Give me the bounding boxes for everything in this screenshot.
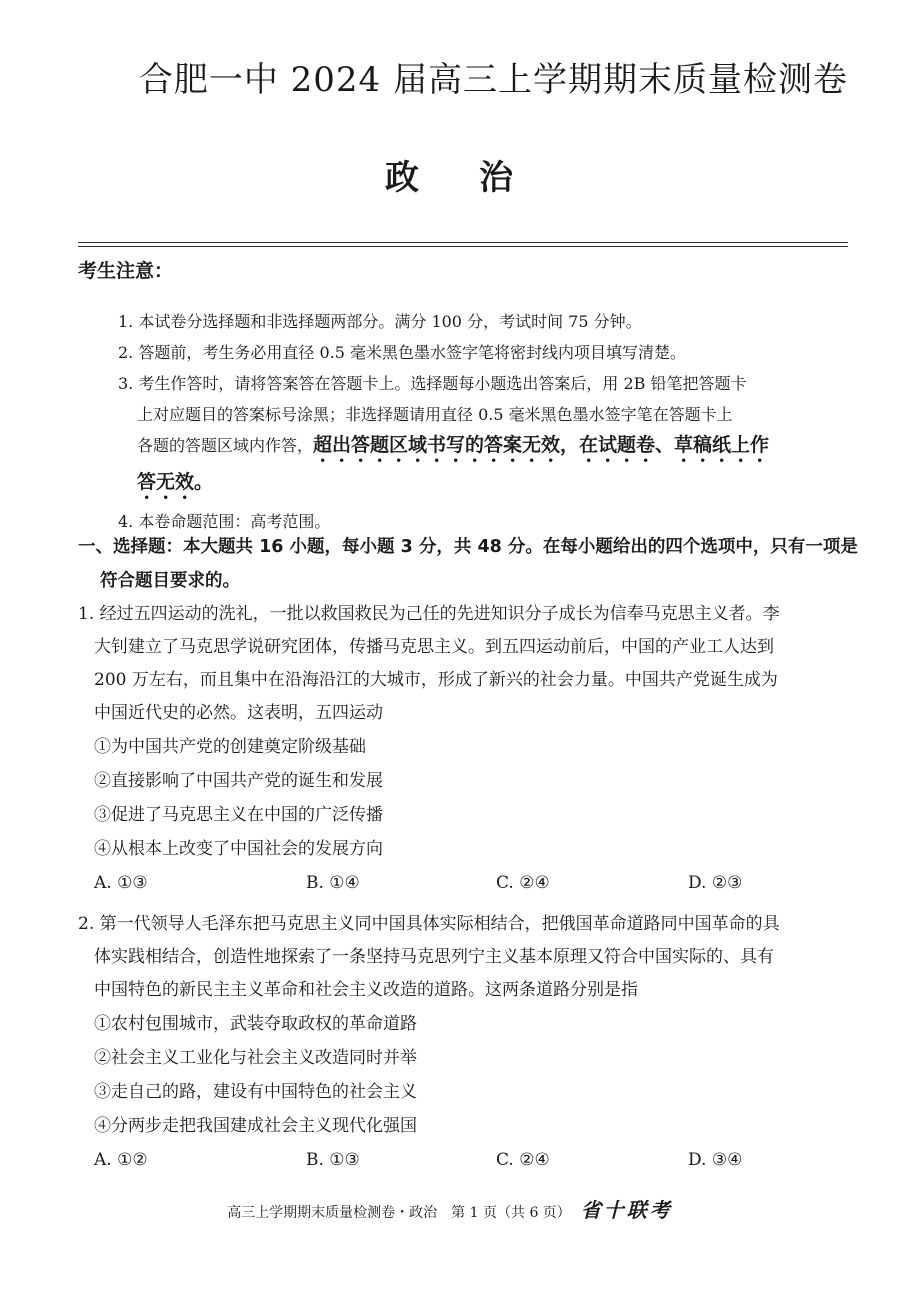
- question-1: [78, 598, 858, 900]
- section-heading-line-1: 一、选择题：本大题共 16 小题，每小题 3 分，共 48 分。在每小题给出的四个选项中，只有一项是: [78, 537, 858, 557]
- header-divider: [78, 242, 848, 247]
- question-2-choice-d: D. ③④: [688, 1150, 743, 1170]
- question-2-choice-c: C. ②④: [496, 1150, 550, 1170]
- notice-item-3-cont: 上对应题目的答案标号涂黑；非选择题请用直径 0.5 毫米黑色墨水签字笔在答题卡上: [137, 405, 733, 424]
- question-1-choice-a: A. ①③: [94, 873, 148, 893]
- notice-warning-end: 答无效。: [137, 471, 214, 493]
- exam-title: 合肥一中 2024 届高三上学期期末质量检测卷: [138, 60, 848, 100]
- question-1-choice-d: D. ②③: [688, 873, 743, 893]
- question-1-stem: [78, 598, 858, 730]
- notice-item-1: 1. 本试卷分选择题和非选择题两部分。满分 100 分，考试时间 75 分钟。: [118, 312, 642, 331]
- question-2-stem-line: 体实践相结合，创造性地探索了一条坚持马克思列宁主义基本原理又符合中国实际的、具有: [94, 947, 774, 967]
- footer-text: 高三上学期期末质量检测卷・政治 第 1 页（共 6 页）: [227, 1205, 571, 1221]
- notice-item-2: 2. 答题前，考生务必用直径 0.5 毫米黑色墨水签字笔将密封线内项目填写清楚。: [118, 343, 686, 362]
- notice-item-4: 4. 本卷命题范围：高考范围。: [118, 512, 331, 531]
- page-footer: [0, 1194, 900, 1223]
- question-1-option: ④从根本上改变了中国社会的发展方向: [94, 839, 383, 859]
- question-2-choice-b: B. ①③: [306, 1150, 360, 1170]
- question-2-choices: [78, 1143, 858, 1177]
- notice-warning-text: 超出答题区域书写的答案无效，在试题卷、草稿纸上作: [313, 434, 770, 456]
- question-1-choice-b: B. ①④: [306, 873, 360, 893]
- question-1-choice-c: C. ②④: [496, 873, 550, 893]
- notice-item-3-cont2: [118, 430, 853, 467]
- notice-item-3-cont3: [118, 467, 853, 504]
- footer-brand-logo: 省十联考: [580, 1198, 673, 1222]
- notice-item-3-plain: 各题的答题区域内作答，: [137, 436, 314, 455]
- question-1-option: ②直接影响了中国共产党的诞生和发展: [94, 771, 383, 791]
- question-2-stem-line: 2. 第一代领导人毛泽东把马克思主义同中国具体实际相结合，把俄国革命道路同中国革命的具: [78, 914, 780, 934]
- question-2-stem: [78, 908, 858, 1007]
- subject-char-1: 政: [385, 158, 421, 198]
- subject-char-2: 治: [479, 158, 515, 198]
- question-2-option: ①农村包围城市，武装夺取政权的革命道路: [94, 1014, 417, 1034]
- notice-item-3: 3. 考生作答时，请将答案答在答题卡上。选择题每小题选出答案后，用 2B 铅笔把答题卡: [118, 374, 747, 393]
- question-1-option: ①为中国共产党的创建奠定阶级基础: [94, 737, 366, 757]
- subject-title: [0, 150, 900, 199]
- section-heading: [78, 530, 858, 598]
- question-1-stem-line: 大钊建立了马克思学说研究团体，传播马克思主义。到五四运动前后，中国的产业工人达到: [94, 637, 774, 657]
- notice-list: [118, 306, 853, 537]
- question-2-option: ④分两步走把我国建成社会主义现代化强国: [94, 1116, 417, 1136]
- section-heading-line-2: 符合题目要求的。: [100, 571, 240, 591]
- question-2-choice-a: A. ①②: [94, 1150, 148, 1170]
- notice-heading: 考生注意：: [78, 260, 174, 282]
- question-1-option: ③促进了马克思主义在中国的广泛传播: [94, 805, 383, 825]
- question-1-stem-line: 中国近代史的必然。这表明，五四运动: [94, 703, 383, 723]
- question-1-stem-line: 200 万左右，而且集中在沿海沿江的大城市，形成了新兴的社会力量。中国共产党诞生成为: [94, 670, 778, 690]
- question-2-option: ③走自己的路，建设有中国特色的社会主义: [94, 1082, 417, 1102]
- question-1-stem-line: 1. 经过五四运动的洗礼，一批以救国救民为己任的先进知识分子成长为信奉马克思主义者。李: [78, 604, 780, 624]
- question-1-choices: [78, 866, 858, 900]
- question-2-option: ②社会主义工业化与社会主义改造同时并举: [94, 1048, 417, 1068]
- question-2: [78, 908, 858, 1177]
- question-2-stem-line: 中国特色的新民主主义革命和社会主义改造的道路。这两条道路分别是指: [94, 980, 638, 1000]
